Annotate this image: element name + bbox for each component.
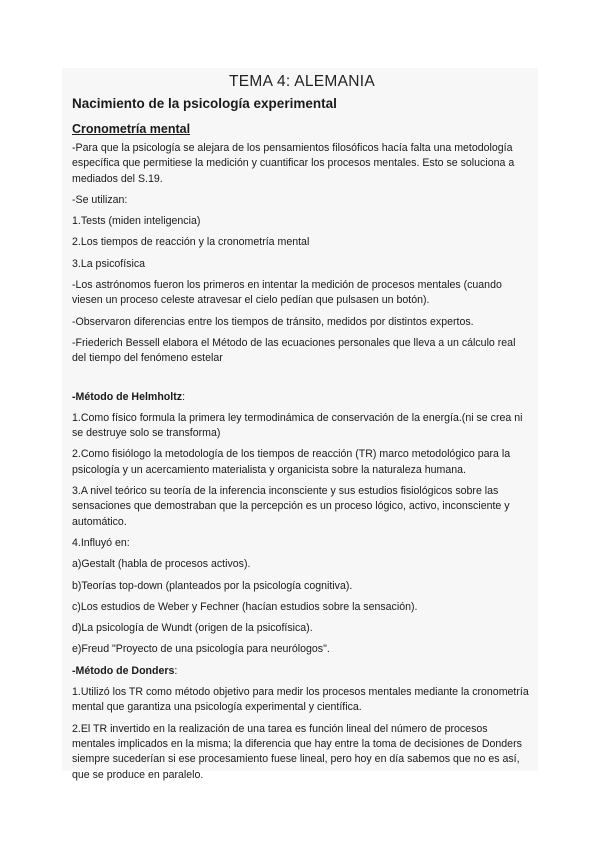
list-item: 2.Los tiempos de reacción y la cronometría mental [72,236,310,249]
list-item: a)Gestalt (habla de procesos activos). [72,558,251,571]
paragraph: -Se utilizan: [72,193,128,206]
donders-label: -Método de Donders [72,664,175,677]
list-item: 1.Tests (miden inteligencia) [72,215,201,228]
helmholtz-heading [72,390,532,405]
list-item: 3.A nivel teórico su teoría de la inferencia inconsciente y sus estudios fisiológicos sobre las sensaciones que demostraban que la percepción es un proceso lógico, activo, inconsciente y automático. [72,485,510,528]
list-item: c)Los estudios de Weber y Fechner (hacían estudios sobre la sensación). [72,600,418,613]
list-item: 2.Como fisiólogo la metodología de los tiempos de reacción (TR) marco metodológico para la psicología y un acercamiento materialista y organicista sobre la naturaleza humana. [72,448,511,476]
list-item: d)La psicología de Wundt (origen de la psicofísica). [72,622,313,635]
paragraph: -Los astrónomos fueron los primeros en intentar la medición de procesos mentales (cuando viesen un proceso celeste atravesar el cielo pedían que pulsasen un botón). [72,279,502,307]
list-item: 1.Como físico formula la primera ley termodinámica de conservación de la energía.(ni se crea ni se destruye solo se transforma) [72,411,523,440]
paragraph: -Friederich Bessell elabora el Método de las ecuaciones personales que lleva a un cálculo real del tiempo del fenómeno estelar [72,336,516,365]
list-item: 4.Influyó en: [72,536,130,549]
list-item: 2.El TR invertido en la realización de una tarea es función lineal del número de procesos mentales implicados en la misma; la diferencia que hay entre la toma de decisiones de Donders siempre sucederían si ese procesamiento fuese lineal, pero hoy en día sabemos que no es así, que se produce en paralelo. [72,722,522,781]
paragraph: -Observaron diferencias entre los tiempos de tránsito, medidos por distintos expertos. [72,315,474,328]
document-title: TEMA 4: ALEMANIA [228,73,376,90]
donders-heading [72,664,532,679]
paragraph: -Para que la psicología se alejara de los pensamientos filosóficos hacía falta una metodología específica que permitiese la medición y cuantificar los procesos mentales. Esto se soluciona a mediados del S.19. [72,142,515,185]
helmholtz-label: -Método de Helmholtz [72,390,183,403]
list-item: 3.La psicofísica [72,257,146,270]
list-item: b)Teorías top-down (planteados por la psicología cognitiva). [72,579,353,592]
subsection-heading: Cronometría mental [72,122,191,136]
list-item: e)Freud "Proyecto de una psicología para neurólogos". [72,643,330,656]
helmholtz-colon: : [182,390,186,403]
document-content [72,73,532,783]
list-item: 1.Utilizó los TR como método objetivo para medir los procesos mentales mediante la cronometría mental que garantiza una psicología experimental y científica. [72,686,529,714]
section-heading: Nacimiento de la psicología experimental [72,96,337,111]
donders-colon: : [174,664,178,677]
